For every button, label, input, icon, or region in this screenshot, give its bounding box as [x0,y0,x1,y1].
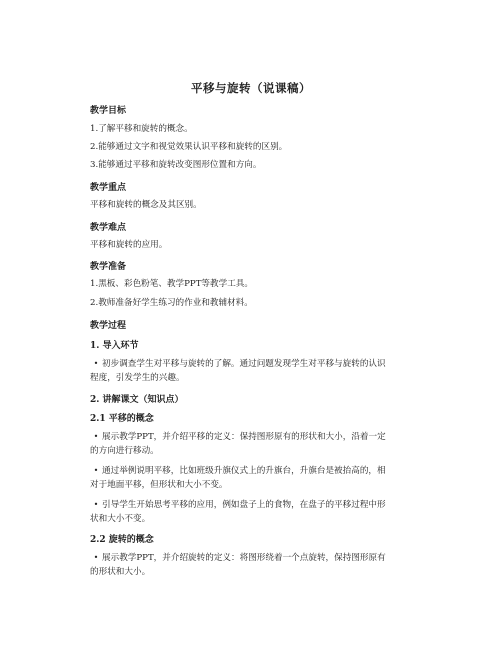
section-1-heading: 1. 导入环节 [90,341,139,351]
section-2-heading: 2. 讲解课文（知识点） [90,395,184,405]
bullet-text: 通过举例说明平移，比如班级升旗仪式上的升旗台，升旗台是被抬高的，相 [102,466,386,476]
key-points-text: 平移和旋转的概念及其区别。 [90,200,202,210]
goal-item-2: 2.能够通过文字和视觉效果认识平移和旋转的区别。 [90,142,288,152]
bullet-dot: • [93,466,99,475]
bullet-text: 展示教学PPT，并介绍旋转的定义：将图形绕着一个点旋转，保持图形原有 [102,553,386,563]
subsection-2-2-bullet-1-continuation: 的形状和大小。 [90,567,151,577]
section-1-bullet-1-continuation: 程度，引发学生的兴趣。 [90,373,185,383]
bullet-dot: • [93,359,99,368]
subsection-2-1-bullet-1 [90,430,386,442]
bullet-text: 展示教学PPT，并介绍平移的定义：保持图形原有的形状和大小，沿着一定 [102,432,386,442]
key-points-heading: 教学重点 [90,183,127,193]
preparation-item-2: 2.教师准备好学生练习的作业和教辅材料。 [90,298,253,308]
bullet-dot: • [93,500,99,509]
difficulties-text: 平移和旋转的应用。 [90,240,168,250]
subsection-2-1-bullet-3-continuation: 状和大小不变。 [90,514,151,524]
bullet-text: 初步调查学生对平移与旋转的了解。通过问题发现学生对平移与旋转的认识 [102,359,386,369]
subsection-2-2-heading: 2.2 旋转的概念 [90,535,154,545]
subsection-2-1-bullet-1-continuation: 的方向进行移动。 [90,446,159,456]
bullet-text: 引导学生开始思考平移的应用，例如盘子上的食物，在盘子的平移过程中形 [102,500,386,510]
section-1-bullet-1 [90,357,386,369]
process-heading: 教学过程 [90,321,127,331]
preparation-heading: 教学准备 [90,262,127,272]
bullet-dot: • [93,432,99,441]
document-title: 平移与旋转（说课稿） [191,81,311,95]
goal-item-1: 1.了解平移和旋转的概念。 [90,124,193,134]
goal-item-3: 3.能够通过平移和旋转改变图形位置和方向。 [90,160,262,170]
subsection-2-1-bullet-2-continuation: 对于地面平移，但形状和大小不变。 [90,480,228,490]
subsection-2-1-heading: 2.1 平移的概念 [90,414,154,424]
subsection-2-2-bullet-1 [90,551,386,563]
subsection-2-1-bullet-3 [90,498,386,510]
preparation-item-1: 1.黑板、彩色粉笔、教学PPT等教学工具。 [90,279,253,289]
goals-heading: 教学目标 [90,106,127,116]
difficulties-heading: 教学难点 [90,223,127,233]
subsection-2-1-bullet-2 [90,464,386,476]
bullet-dot: • [93,553,99,562]
